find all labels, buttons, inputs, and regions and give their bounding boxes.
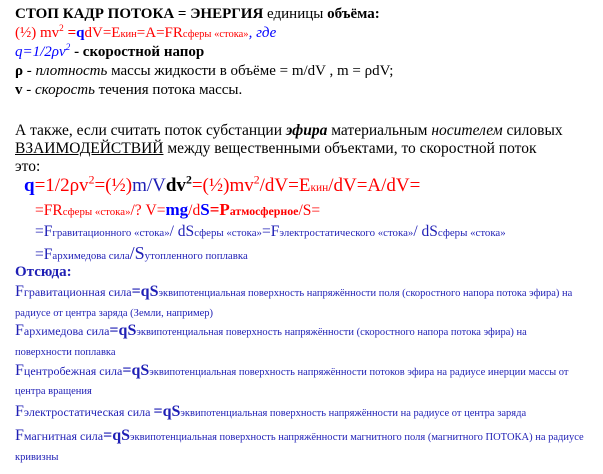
force-magnetic-line: Fмагнитная сила=qSэквипотенциальная поверхность напряжённости магнитного поля (магнитного ПОТОКА) на радиусе	[15, 427, 584, 444]
kinetic-term: (½) $mv^2$	[15, 24, 64, 41]
force-centrifugal-cont: центра вращения	[15, 386, 92, 397]
heading-volume: объёма:	[327, 6, 380, 22]
force-gravitational-cont: радиусе от центра заряда (Земли, например)	[15, 308, 214, 319]
force-archimedes-line: Fархимедова сила=qSэквипотенциальная поверхность напряжённости (скоростного напора потока эфира) на	[15, 322, 527, 339]
density-line: ρ - плотность массы жидкости в объёме = m/dV , m = ρdV;	[15, 63, 394, 79]
energy-term: dV=Eкин=A=FRсферы «стока»	[84, 25, 249, 41]
rho-symbol: ρ	[15, 63, 24, 79]
speed-line: v - скорость течения потока массы.	[15, 82, 243, 98]
force-electrostatic-line: Fэлектростатическая сила =qSэквипотенциальная поверхность напряжённости на радиусе от центра заряда	[15, 403, 527, 420]
paragraph-line-2: ВЗАИМОДЕЙСТВИЙ между вещественными объектами, то скоростной поток	[15, 140, 537, 157]
where-word: , где	[248, 25, 277, 41]
density-text: массы жидкости в объёме = m/dV , m = ρdV;	[107, 63, 394, 79]
equation-line-2: =FRсферы «стока»/? V=mg/dS=Pатмосферное/S=	[35, 200, 321, 219]
interactions-word: ВЗАИМОДЕЙСТВИЙ	[15, 140, 164, 157]
heading-title: СТОП КАДР ПОТОКА = ЭНЕРГИЯ	[15, 6, 264, 22]
force-archimedes-cont: поверхности поплавка	[15, 347, 116, 358]
paragraph-line-1: А также, если считать поток субстанции эфира материальным носителем силовых	[15, 122, 563, 139]
equation-line-3: =Fгравитационного «стока»/ dSсферы «стока»=Fэлектростатического «стока»/ dSсферы «стока»	[35, 223, 506, 240]
force-magnetic-cont: кривизны	[15, 452, 59, 463]
q-definition: $q=1/2\rho v^2$	[15, 43, 71, 60]
eq-q: q	[24, 175, 35, 196]
paragraph-line-3: это:	[15, 158, 41, 175]
equation-line-4: =Fархимедова сила/Sутопленного поплавка	[35, 243, 248, 263]
carrier-word: носителем	[431, 122, 503, 139]
q-symbol: q	[76, 25, 85, 41]
equals: =	[63, 25, 77, 41]
force-gravitational-line: Fгравитационная сила=qSэквипотенциальная поверхность напряжённости поля (скоростного напора потока эфира) на	[15, 283, 573, 300]
heading-mid: единицы	[263, 6, 328, 22]
equation-line-1: $q=1/2\rho v^2=(\frac{1}{2})m/Vdv^2=(\frac{1}{2})mv^2/dV=Eкин/dV=A/dV=$	[24, 173, 421, 196]
velocity-head-label: - скоростной напор	[70, 44, 205, 60]
density-word: плотность	[35, 63, 108, 79]
speed-text: течения потока массы.	[94, 82, 243, 98]
hence-heading: Отсюда:	[15, 264, 72, 280]
formula-kinetic-line	[15, 25, 276, 42]
v-symbol: v	[15, 82, 23, 98]
heading-line	[15, 6, 380, 23]
ether-word: эфира	[285, 122, 328, 139]
force-centrifugal-line: Fцентробежная сила=qSэквипотенциальная поверхность напряжённости потоков эфира на радиусе инерции массы от	[15, 362, 569, 379]
speed-word: скорость	[35, 82, 95, 98]
velocity-head-line	[15, 44, 204, 61]
